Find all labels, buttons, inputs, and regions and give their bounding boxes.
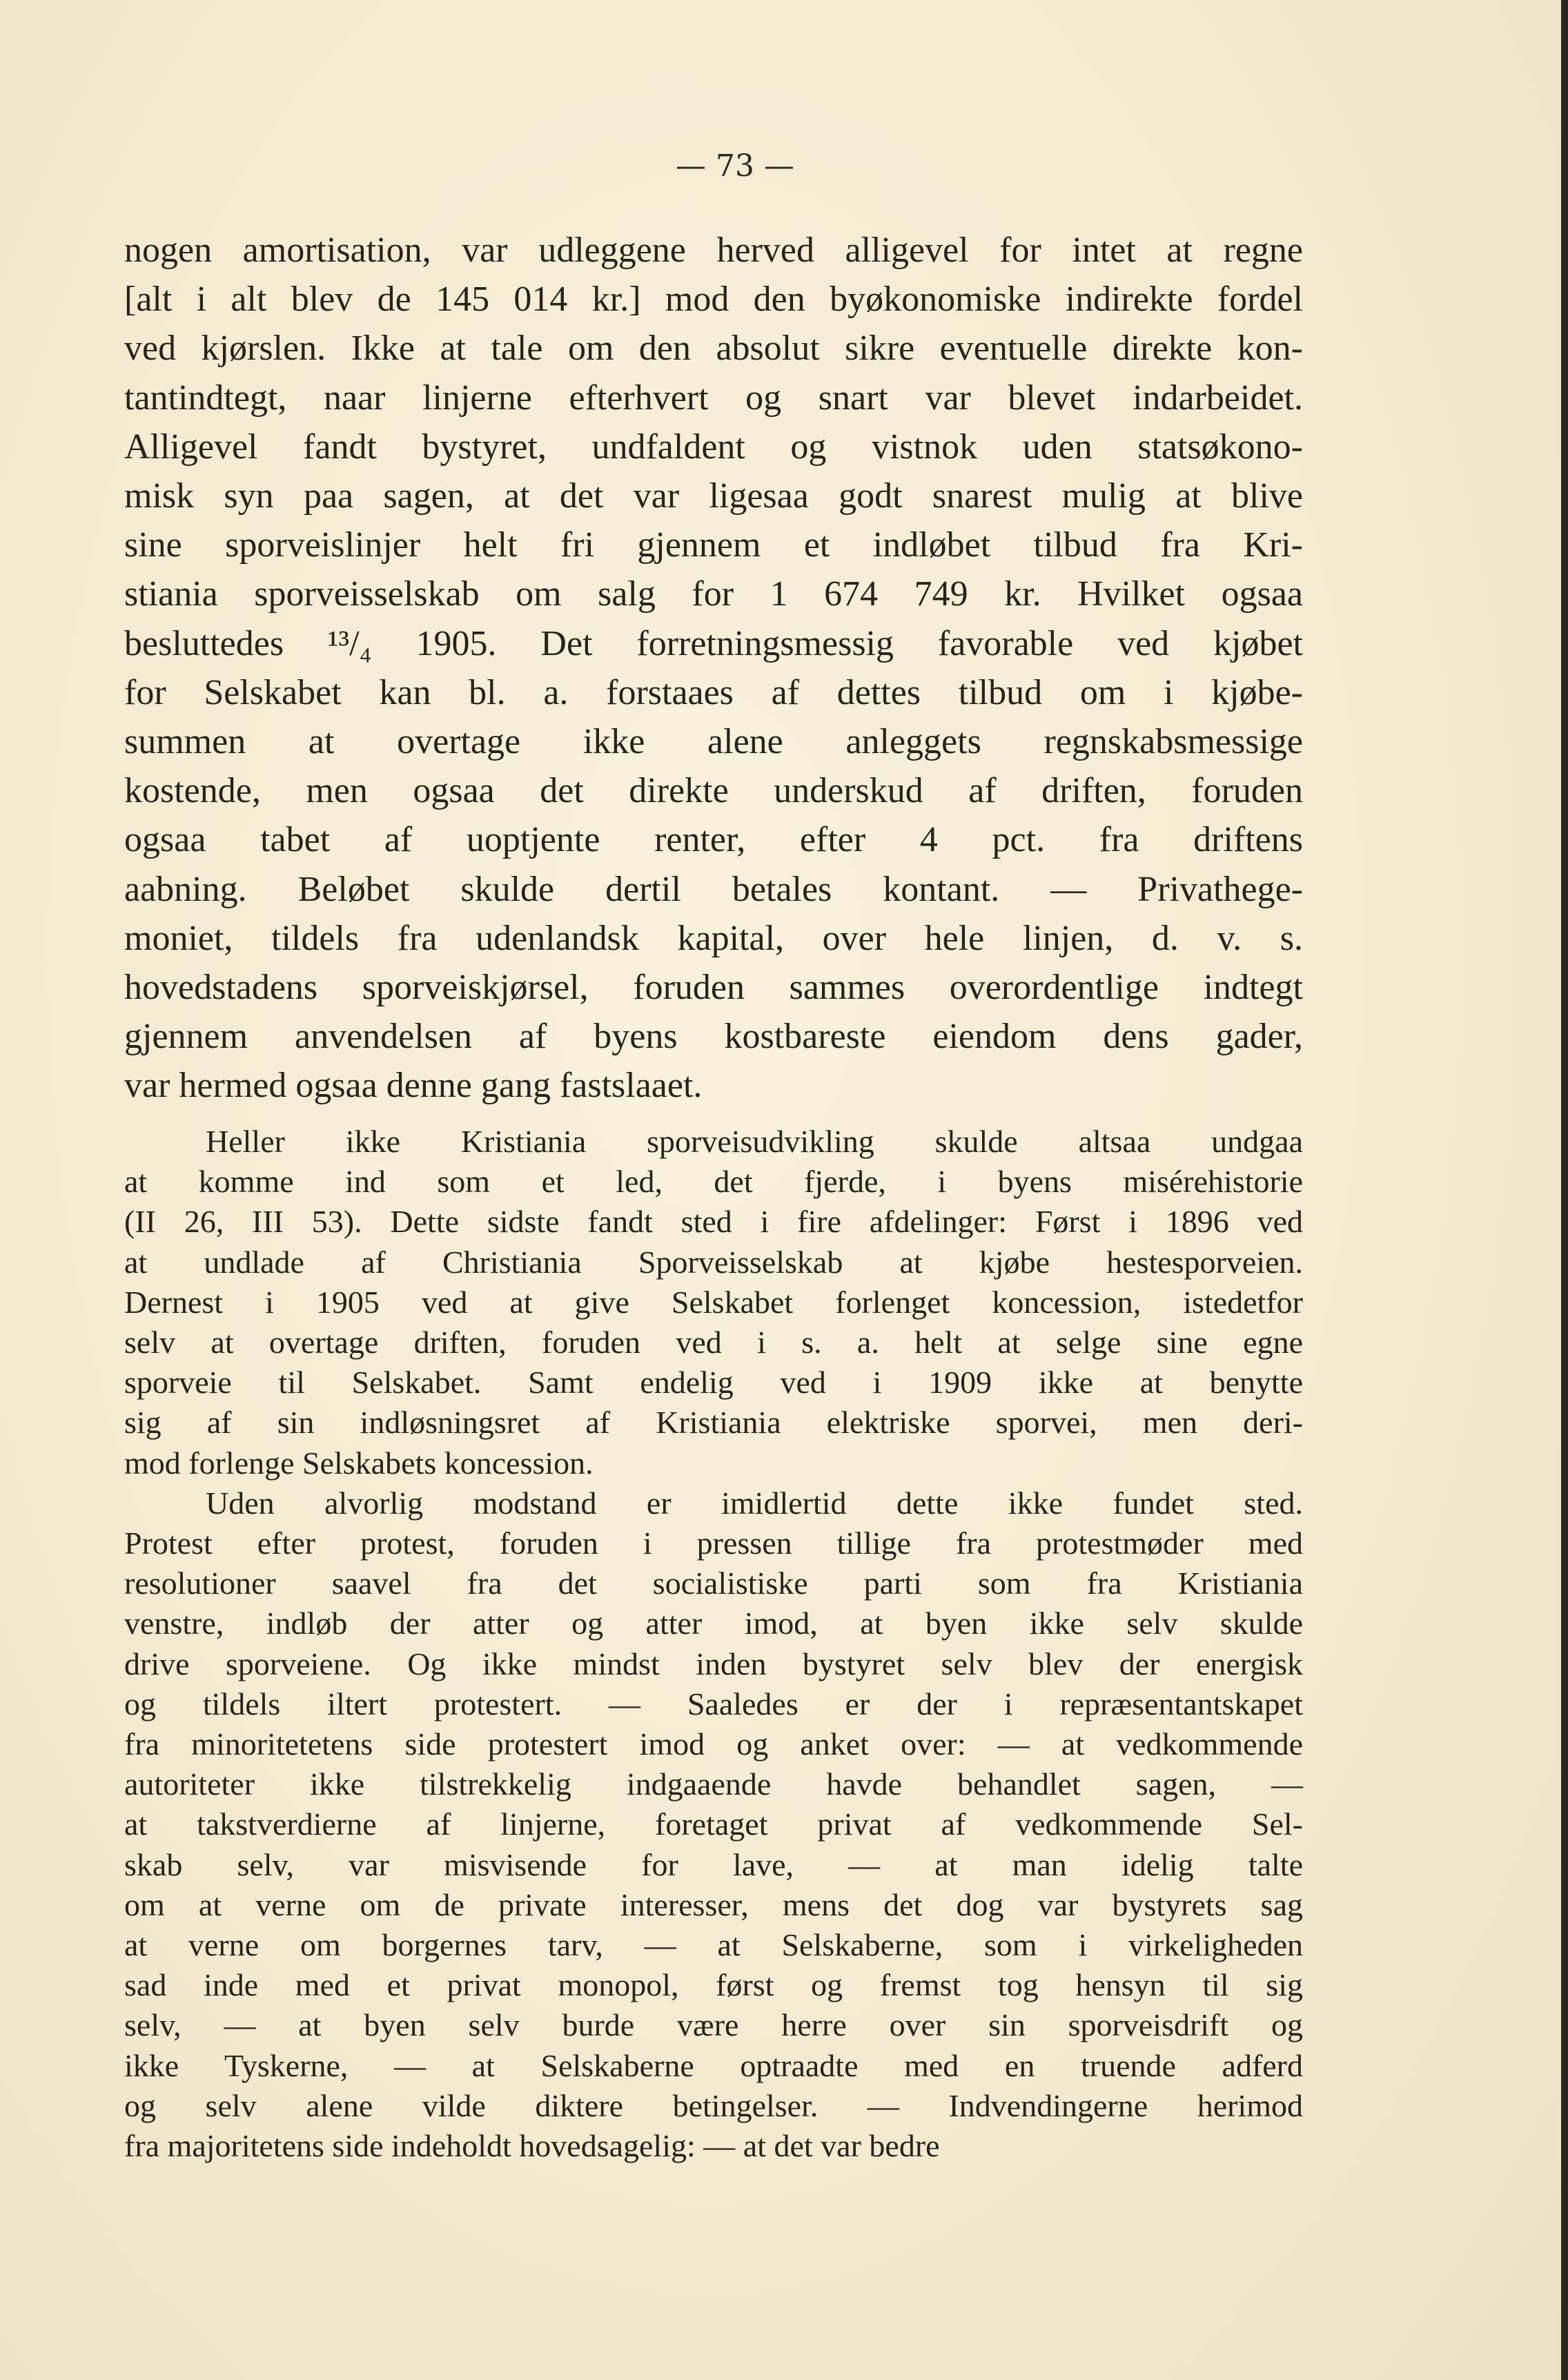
text-line: moniet, tildels fra udenlandsk kapital, over hele linjen, d. v. s. bbox=[124, 918, 1303, 958]
text-line: mod forlenge Selskabets koncession. bbox=[124, 1445, 594, 1481]
text-line: at komme ind som et led, det fjerde, i byens misérehistorie bbox=[124, 1164, 1303, 1200]
paragraphs-small-print bbox=[124, 1122, 1303, 2166]
text-line: (II 26, III 53). Dette sidste fandt sted i fire afdelinger: Først i 1896 ved bbox=[124, 1204, 1303, 1240]
text-line: var hermed ogsaa denne gang fastslaaet. bbox=[124, 1066, 703, 1106]
text-line: autoriteter ikke tilstrekkelig indgaaende havde behandlet sagen, — bbox=[124, 1766, 1303, 1802]
text-line: besluttedes ¹³/₄ 1905. Det forretningsmessig favorable ved kjøbet bbox=[124, 623, 1303, 663]
text-line: gjennem anvendelsen af byens kostbareste eiendom dens gader, bbox=[124, 1017, 1303, 1057]
text-line: at verne om borgernes tarv, — at Selskaberne, som i virkeligheden bbox=[124, 1927, 1303, 1963]
text-line: Dernest i 1905 ved at give Selskabet forlenget koncession, istedetfor bbox=[124, 1284, 1303, 1320]
text-line: drive sporveiene. Og ikke mindst inden bystyret selv blev der energisk bbox=[124, 1646, 1303, 1681]
text-line: misk syn paa sagen, at det var ligesaa godt snarest mulig at blive bbox=[124, 476, 1303, 516]
text-line: Protest efter protest, foruden i pressen tillige fra protestmøder med bbox=[124, 1525, 1303, 1561]
text-line: sad inde med et privat monopol, først og fremst tog hensyn til sig bbox=[124, 1967, 1303, 2003]
text-line: sig af sin indløsningsret af Kristiania elektriske sporvei, men deri- bbox=[124, 1405, 1303, 1441]
text-line: og tildels iltert protestert. — Saaledes er der i repræsentantskapet bbox=[124, 1686, 1303, 1721]
text-line: selv, — at byen selv burde være herre over sin sporveisdrift og bbox=[124, 2007, 1303, 2043]
text-line: at takstverdierne af linjerne, foretaget privat af vedkommende Sel- bbox=[124, 1806, 1303, 1842]
text-line: for Selskabet kan bl. a. forstaaes af dettes tilbud om i kjøbe- bbox=[124, 672, 1303, 712]
text-line: venstre, indløb der atter og atter imod, at byen ikke selv skulde bbox=[124, 1606, 1303, 1641]
text-line: stiania sporveisselskab om salg for 1 674 749 kr. Hvilket ogsaa bbox=[124, 574, 1303, 614]
text-line: skab selv, var misvisende for lave, — at man idelig talte bbox=[124, 1846, 1303, 1882]
text-line: fra majoritetens side indeholdt hovedsagelig: — at det var bedre bbox=[124, 2128, 940, 2164]
paragraph-1 bbox=[124, 226, 1303, 1111]
text-line: ikke Tyskerne, — at Selskaberne optraadte med en truende adferd bbox=[124, 2047, 1303, 2083]
text-line: aabning. Beløbet skulde dertil betales kontant. — Privathege- bbox=[124, 869, 1303, 909]
text-line: selv at overtage driften, foruden ved i s. a. helt at selge sine egne bbox=[124, 1325, 1303, 1360]
text-line: sine sporveislinjer helt fri gjennem et indløbet tilbud fra Kri- bbox=[124, 525, 1303, 565]
text-line: [alt i alt blev de 145 014 kr.] mod den byøkonomiske indirekte fordel bbox=[124, 280, 1303, 320]
text-line: om at verne om de private interesser, mens det dog var bystyrets sag bbox=[124, 1886, 1303, 1922]
text-line: ogsaa tabet af uoptjente renter, efter 4 pct. fra driftens bbox=[124, 820, 1303, 860]
text-line: summen at overtage ikke alene anleggets regnskabsmessige bbox=[124, 722, 1303, 762]
text-line: resolutioner saavel fra det socialistiske parti som fra Kristiania bbox=[124, 1565, 1303, 1601]
text-line: og selv alene vilde diktere betingelser. — Indvendingerne herimod bbox=[124, 2087, 1303, 2123]
page-number: — 73 — bbox=[676, 148, 794, 184]
text-line: Alligevel fandt bystyret, undfaldent og vistnok uden statsøkono- bbox=[124, 427, 1303, 467]
text-line: ved kjørslen. Ikke at tale om den absolut sikre eventuelle direkte kon- bbox=[124, 329, 1303, 369]
text-line: fra minoritetetens side protestert imod og anket over: — at vedkommende bbox=[124, 1726, 1303, 1762]
scan-edge bbox=[1561, 0, 1568, 2380]
text-line: nogen amortisation, var udleggene herved alligevel for intet at regne bbox=[124, 231, 1303, 270]
text-line: kostende, men ogsaa det direkte underskud af driften, foruden bbox=[124, 771, 1303, 811]
text-line: sporveie til Selskabet. Samt endelig ved i 1909 ikke at benytte bbox=[124, 1365, 1303, 1401]
text-line: Uden alvorlig modstand er imidlertid dette ikke fundet sted. bbox=[206, 1485, 1303, 1521]
text-line: tantindtegt, naar linjerne efterhvert og snart var blevet indarbeidet. bbox=[124, 378, 1303, 418]
text-line: at undlade af Christiania Sporveisselskab at kjøbe hestesporveien. bbox=[124, 1244, 1303, 1280]
text-line: Heller ikke Kristiania sporveisudvikling skulde altsaa undgaa bbox=[206, 1124, 1303, 1159]
text-line: hovedstadens sporveiskjørsel, foruden sammes overordentlige indtegt bbox=[124, 968, 1303, 1008]
